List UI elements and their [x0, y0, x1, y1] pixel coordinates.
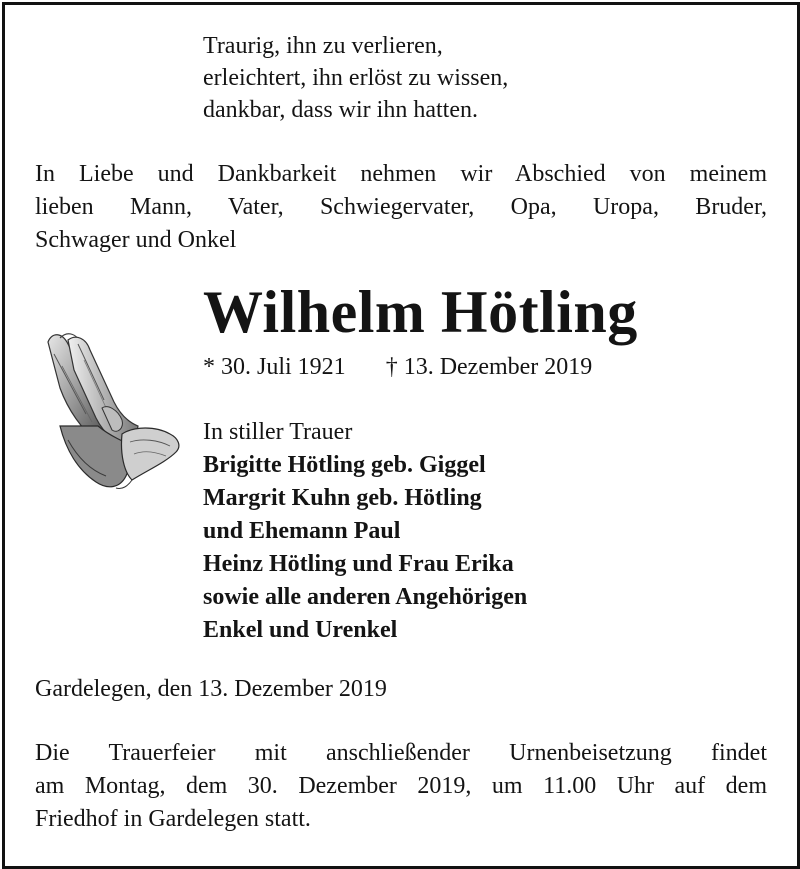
mourner-name: Enkel und Urenkel: [203, 617, 398, 643]
mourner-name: Heinz Hötling und Frau Erika: [203, 551, 514, 577]
praying-hands-icon: [38, 330, 186, 500]
death-date: † 13. Dezember 2019: [385, 354, 593, 380]
intro-text: [35, 158, 767, 257]
poem-line: erleichtert, ihn erlöst zu wissen,: [203, 65, 509, 91]
poem-line: Traurig, ihn zu verlieren,: [203, 33, 443, 59]
intro-line: Schwager und Onkel: [35, 227, 237, 253]
funeral-line: Friedhof in Gardelegen statt.: [35, 806, 311, 832]
place-and-date: Gardelegen, den 13. Dezember 2019: [35, 676, 387, 702]
intro-line: lieben Mann, Vater, Schwiegervater, Opa, Uropa, Bruder,: [35, 194, 767, 220]
funeral-info: [35, 737, 767, 836]
life-dates: [203, 351, 592, 383]
mourner-name: Margrit Kuhn geb. Hötling: [203, 485, 482, 511]
birth-date: * 30. Juli 1921: [203, 354, 346, 380]
mourner-name: sowie alle anderen Angehörigen: [203, 584, 528, 610]
mourner-name: Brigitte Hötling geb. Giggel: [203, 452, 486, 478]
funeral-line: Die Trauerfeier mit anschließender Urnenbeisetzung findet: [35, 740, 767, 766]
poem: [203, 30, 508, 126]
mourner-name: und Ehemann Paul: [203, 518, 401, 544]
mourners-lead: In stiller Trauer: [203, 419, 353, 445]
deceased-name: Wilhelm Hötling: [203, 279, 638, 345]
mourners-block: [203, 416, 527, 647]
poem-line: dankbar, dass wir ihn hatten.: [203, 97, 478, 123]
funeral-line: am Montag, dem 30. Dezember 2019, um 11.00 Uhr auf dem: [35, 773, 767, 799]
intro-line: In Liebe und Dankbarkeit nehmen wir Abschied von meinem: [35, 161, 767, 187]
